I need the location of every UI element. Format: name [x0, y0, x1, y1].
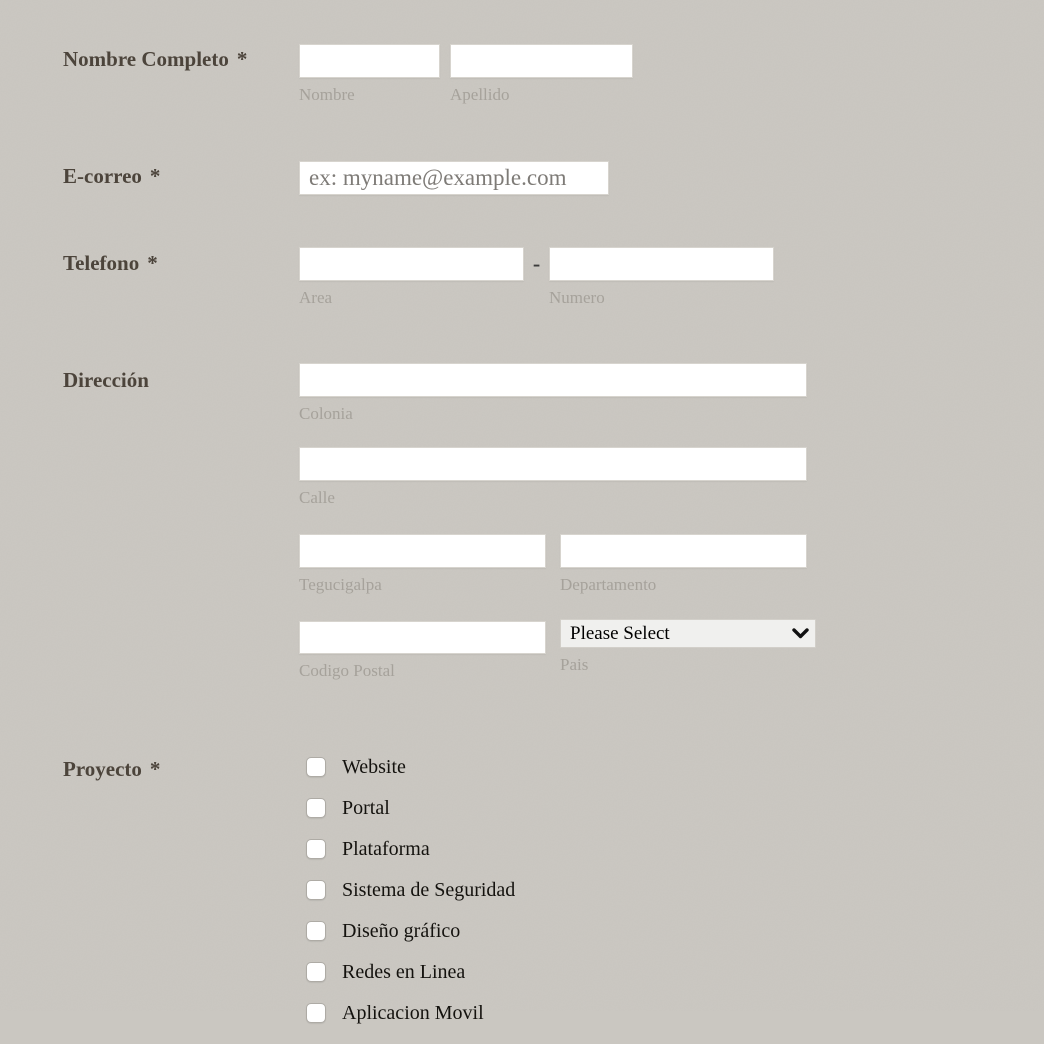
phone-label — [63, 251, 158, 275]
last-name-input[interactable] — [450, 44, 633, 78]
last-name-sublabel: Apellido — [450, 85, 510, 104]
address-postal-row — [299, 619, 816, 680]
email-input[interactable] — [299, 161, 609, 195]
first-name-group — [299, 44, 440, 104]
phone-fields — [299, 247, 774, 307]
address-label-text: Dirección — [63, 368, 149, 392]
address-postal-sublabel: Codigo Postal — [299, 661, 395, 680]
required-asterisk: * — [149, 757, 161, 781]
last-name-group — [450, 44, 633, 104]
project-label-text: Proyecto — [63, 757, 142, 781]
address-city-sublabel: Tegucigalpa — [299, 575, 382, 594]
first-name-input[interactable] — [299, 44, 440, 78]
project-options — [306, 757, 515, 1044]
project-option-row — [306, 798, 515, 818]
phone-number-group — [549, 247, 774, 307]
email-label-text: E-correo — [63, 164, 142, 188]
project-option-label[interactable]: Redes en Linea — [342, 961, 466, 983]
project-checkbox-sistema-de-seguridad[interactable] — [306, 880, 326, 900]
phone-separator: - — [532, 251, 541, 276]
address-state-input[interactable] — [560, 534, 807, 568]
address-label — [63, 368, 149, 392]
project-checkbox-plataforma[interactable] — [306, 839, 326, 859]
address-line1-input[interactable] — [299, 363, 807, 397]
project-checkbox-portal[interactable] — [306, 798, 326, 818]
full-name-label — [63, 47, 247, 71]
project-label — [63, 757, 160, 781]
address-state-sublabel: Departamento — [560, 575, 657, 594]
first-name-sublabel: Nombre — [299, 85, 355, 104]
address-line1-sublabel: Colonia — [299, 404, 353, 423]
project-option-row — [306, 962, 515, 982]
address-line2-sublabel: Calle — [299, 488, 335, 507]
project-option-row — [306, 880, 515, 900]
phone-area-sublabel: Area — [299, 288, 333, 307]
phone-number-input[interactable] — [549, 247, 774, 281]
address-line1-group — [299, 363, 807, 423]
project-checkbox-diseno-grafico[interactable] — [306, 921, 326, 941]
address-line2-group — [299, 447, 807, 507]
project-option-row — [306, 839, 515, 859]
required-asterisk: * — [147, 251, 158, 275]
project-option-label[interactable]: Diseño gráfico — [342, 920, 461, 942]
project-option-row — [306, 921, 515, 941]
country-select-wrap — [560, 619, 816, 648]
address-state-group — [560, 534, 807, 594]
email-label — [63, 164, 160, 188]
address-city-input[interactable] — [299, 534, 546, 568]
project-checkbox-redes-en-linea[interactable] — [306, 962, 326, 982]
full-name-label-text: Nombre Completo — [63, 47, 229, 71]
project-option-label[interactable]: Plataforma — [342, 838, 430, 860]
address-city-row — [299, 534, 807, 594]
address-postal-group — [299, 619, 546, 680]
project-checkbox-website[interactable] — [306, 757, 326, 777]
project-checkbox-aplicacion-movil[interactable] — [306, 1003, 326, 1023]
project-option-label[interactable]: Website — [342, 756, 406, 778]
phone-area-input[interactable] — [299, 247, 524, 281]
project-option-label[interactable]: Portal — [342, 797, 390, 819]
phone-label-text: Telefono — [63, 251, 140, 275]
address-city-group — [299, 534, 546, 594]
address-line2-input[interactable] — [299, 447, 807, 481]
country-select[interactable] — [560, 619, 816, 648]
phone-area-group — [299, 247, 524, 307]
project-option-row — [306, 757, 515, 777]
address-country-sublabel: Pais — [560, 655, 589, 674]
required-asterisk: * — [236, 47, 248, 71]
address-postal-input[interactable] — [299, 621, 546, 654]
project-option-label[interactable]: Sistema de Seguridad — [342, 879, 516, 901]
project-option-label[interactable]: Aplicacion Movil — [342, 1002, 484, 1024]
email-fields — [299, 161, 609, 195]
full-name-fields — [299, 44, 633, 104]
address-country-group — [560, 619, 816, 680]
project-option-row — [306, 1003, 515, 1023]
required-asterisk: * — [149, 164, 161, 188]
phone-number-sublabel: Numero — [549, 288, 605, 307]
